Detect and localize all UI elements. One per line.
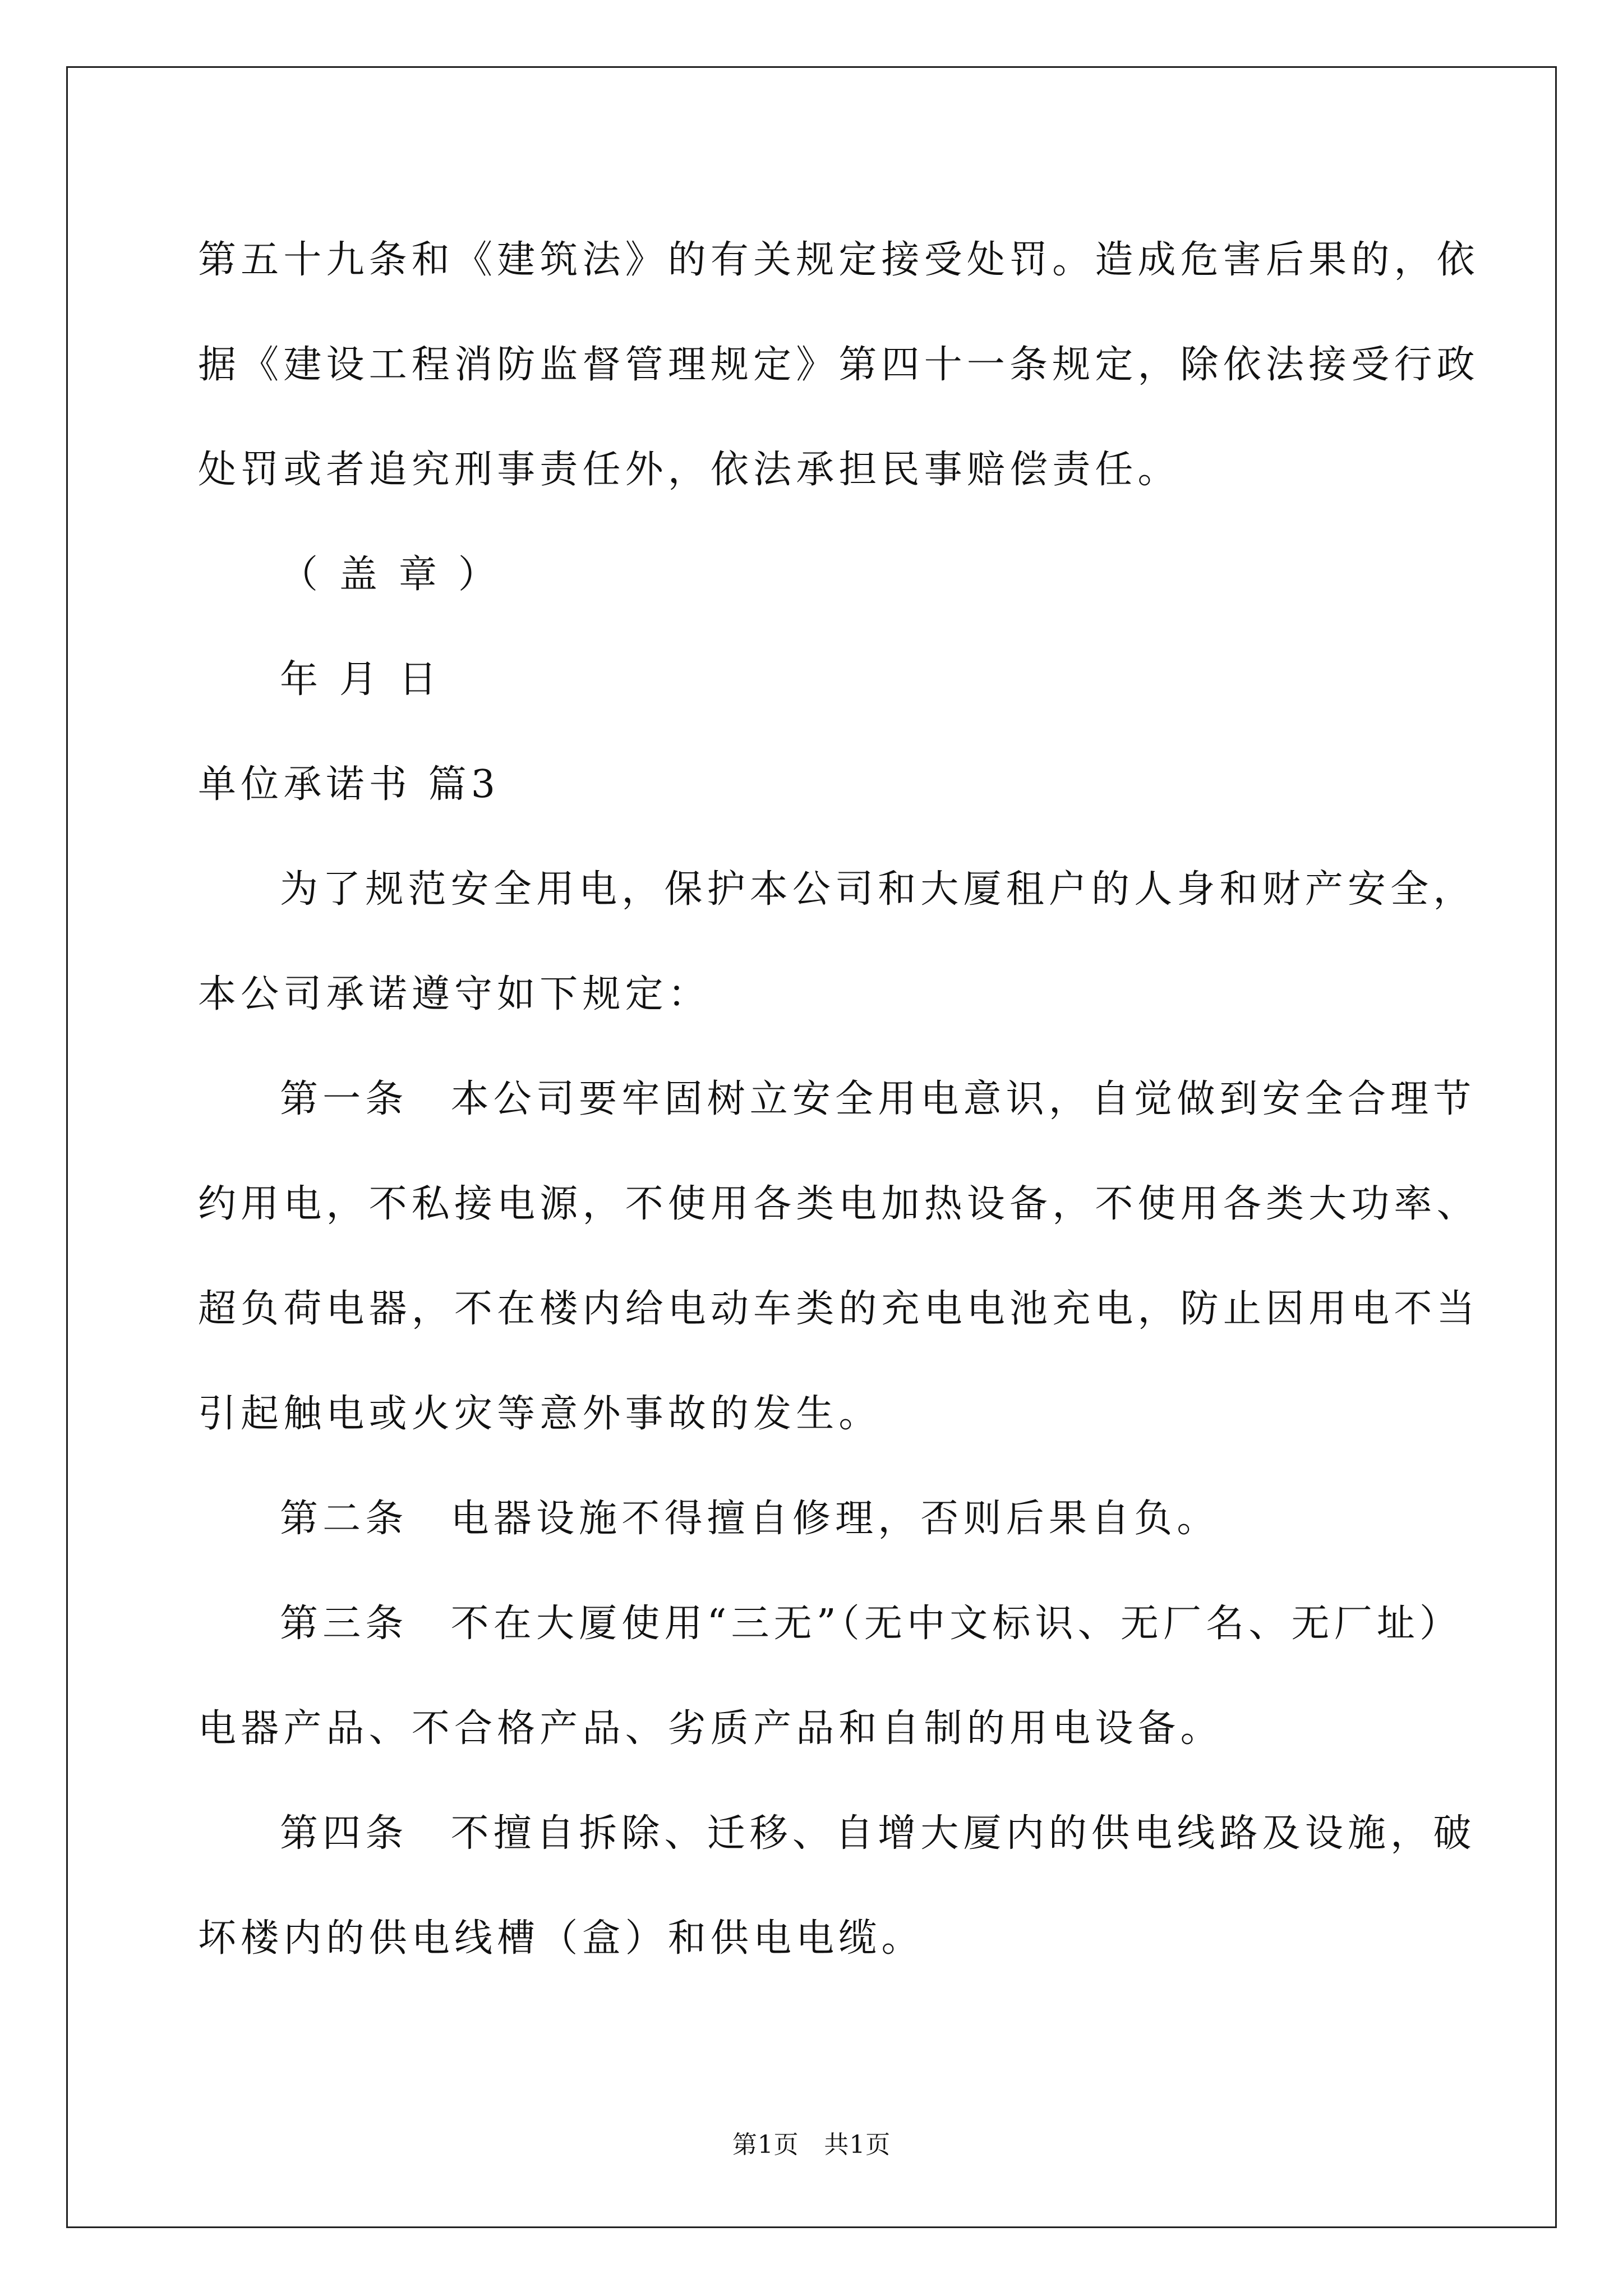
text-line: 第二条 电器设施不得擅自修理，否则后果自负。 — [280, 1497, 1220, 1541]
seal-line — [198, 522, 1437, 627]
text-line: 据《建设工程消防监督管理规定》第四十一条规定，除依法接受行政 — [198, 343, 1479, 387]
page-number-footer: 第1页 共1页 — [732, 2131, 891, 2159]
text-line: 超负荷电器，不在楼内给电动车类的充电电池充电，防止因用电不当 — [198, 1287, 1479, 1331]
paragraph — [198, 1047, 1479, 1466]
text-line: 年 月 日 — [280, 657, 442, 702]
text-line: 第五十九条和《建筑法》的有关规定接受处罚。造成危害后果的，依 — [198, 238, 1479, 282]
text-line: 第三条 不在大厦使用“三无”（无中文标识、无厂名、无厂址） — [280, 1602, 1463, 1646]
text-line: 处罚或者追究刑事责任外，依法承担民事赔偿责任。 — [198, 448, 1181, 492]
paragraph — [198, 1466, 1437, 1571]
text-line: 坏楼内的供电线槽（盒）和供电电缆。 — [198, 1916, 924, 1961]
paragraph — [198, 837, 1476, 1047]
text-line: （ 盖 章 ） — [280, 553, 501, 597]
text-line: 第一条 本公司要牢固树立安全用电意识，自觉做到安全合理节 — [280, 1077, 1476, 1121]
text-line: 单位承诺书 篇3 — [198, 762, 500, 807]
paragraph — [198, 208, 1479, 522]
paragraph — [198, 1781, 1476, 1991]
text-line: 引起触电或火灾等意外事故的发生。 — [198, 1392, 882, 1436]
section-heading — [198, 732, 1437, 837]
text-line: 为了规范安全用电，保护本公司和大厦租户的人身和财产安全， — [280, 867, 1476, 912]
date-line — [198, 627, 1437, 732]
paragraph — [198, 1571, 1463, 1781]
text-line: 第四条 不擅自拆除、迁移、自增大厦内的供电线路及设施，破 — [280, 1811, 1476, 1856]
text-line: 约用电，不私接电源，不使用各类电加热设备，不使用各类大功率、 — [198, 1182, 1479, 1226]
text-line: 电器产品、不合格产品、劣质产品和自制的用电设备。 — [198, 1706, 1223, 1751]
document-body — [198, 208, 1479, 1991]
text-line: 本公司承诺遵守如下规定： — [198, 972, 711, 1016]
